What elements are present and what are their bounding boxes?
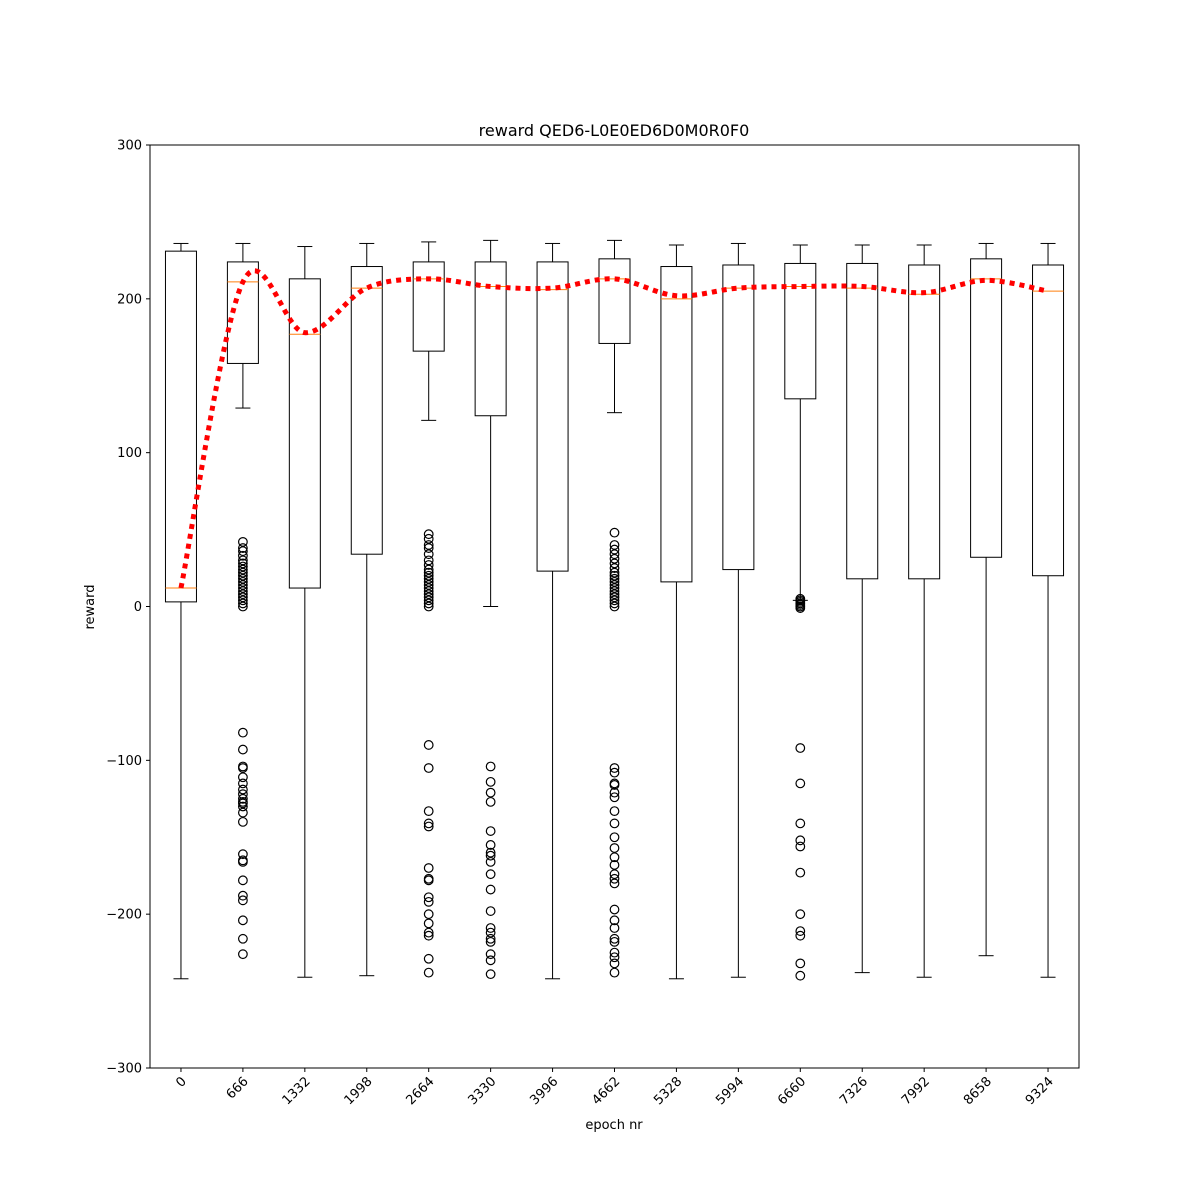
outlier-point xyxy=(610,905,619,914)
outlier-point xyxy=(486,778,495,787)
outlier-point xyxy=(424,968,433,977)
x-tick-label: 7992 xyxy=(898,1074,933,1109)
box-iqr xyxy=(599,259,630,344)
outlier-point xyxy=(486,798,495,807)
outlier-point xyxy=(486,870,495,879)
outlier-point xyxy=(239,876,248,885)
box-iqr xyxy=(165,251,196,602)
outlier-point xyxy=(239,745,248,754)
plot-area xyxy=(106,139,1063,1109)
y-axis-label: reward xyxy=(83,584,98,630)
outlier-point xyxy=(424,807,433,816)
chart-title: reward QED6-L0E0ED6D0M0R0F0 xyxy=(478,121,750,140)
outlier-point xyxy=(424,910,433,919)
y-tick-label: 300 xyxy=(117,138,142,154)
box-iqr xyxy=(351,267,382,555)
x-tick-label: 2664 xyxy=(403,1074,438,1109)
box-iqr xyxy=(289,279,320,588)
y-tick-label: −100 xyxy=(106,753,142,769)
outlier-point xyxy=(424,864,433,873)
outlier-point xyxy=(610,833,619,842)
outlier-point xyxy=(486,970,495,979)
x-axis-label: epoch nr xyxy=(585,1118,643,1133)
outlier-point xyxy=(796,959,805,968)
y-tick-label: −300 xyxy=(106,1061,142,1077)
outlier-point xyxy=(424,954,433,963)
y-tick-label: 100 xyxy=(117,446,142,462)
x-tick-label: 1332 xyxy=(279,1074,314,1109)
outlier-point xyxy=(486,858,495,867)
box-iqr xyxy=(537,262,568,571)
box-iqr xyxy=(847,263,878,578)
outlier-point xyxy=(239,538,248,547)
x-tick-label: 9324 xyxy=(1022,1074,1057,1109)
x-tick-label: 6660 xyxy=(775,1074,810,1109)
box-iqr xyxy=(723,265,754,570)
outlier-point xyxy=(796,819,805,828)
box-iqr xyxy=(661,267,692,582)
outlier-point xyxy=(610,844,619,853)
outlier-point xyxy=(610,528,619,537)
outlier-point xyxy=(796,744,805,753)
outlier-point xyxy=(424,764,433,773)
box-iqr xyxy=(413,262,444,351)
outlier-point xyxy=(239,818,248,827)
y-tick-label: 200 xyxy=(117,292,142,308)
outlier-point xyxy=(610,959,619,968)
box-iqr xyxy=(785,263,816,398)
x-tick-label: 0 xyxy=(173,1074,190,1091)
box-iqr xyxy=(227,262,258,364)
x-tick-label: 666 xyxy=(223,1074,252,1103)
outlier-point xyxy=(486,885,495,894)
x-tick-label: 4662 xyxy=(589,1074,624,1109)
outlier-point xyxy=(796,910,805,919)
x-tick-label: 3330 xyxy=(465,1074,500,1109)
y-tick-label: −200 xyxy=(106,907,142,923)
outlier-point xyxy=(796,868,805,877)
outlier-point xyxy=(610,819,619,828)
outlier-point xyxy=(610,968,619,977)
outlier-point xyxy=(239,808,248,817)
outlier-point xyxy=(424,919,433,928)
box-iqr xyxy=(971,259,1002,557)
outlier-point xyxy=(486,788,495,797)
x-tick-label: 8658 xyxy=(960,1074,995,1109)
y-tick-label: 0 xyxy=(133,600,142,615)
outlier-point xyxy=(239,934,248,943)
box-iqr xyxy=(1033,265,1064,576)
outlier-point xyxy=(610,807,619,816)
outlier-point xyxy=(486,907,495,916)
outlier-point xyxy=(239,950,248,959)
outlier-point xyxy=(796,842,805,851)
outlier-point xyxy=(486,827,495,836)
x-tick-label: 7326 xyxy=(837,1074,872,1109)
outlier-point xyxy=(239,728,248,737)
x-tick-label: 3996 xyxy=(527,1074,562,1109)
outlier-point xyxy=(796,779,805,788)
box-iqr xyxy=(909,265,940,579)
outlier-point xyxy=(486,956,495,965)
outlier-point xyxy=(239,916,248,925)
outlier-point xyxy=(424,741,433,750)
x-tick-label: 1998 xyxy=(341,1074,376,1109)
outlier-point xyxy=(486,762,495,771)
outlier-point xyxy=(796,971,805,980)
x-tick-label: 5994 xyxy=(713,1074,748,1109)
x-tick-label: 5328 xyxy=(651,1074,686,1109)
